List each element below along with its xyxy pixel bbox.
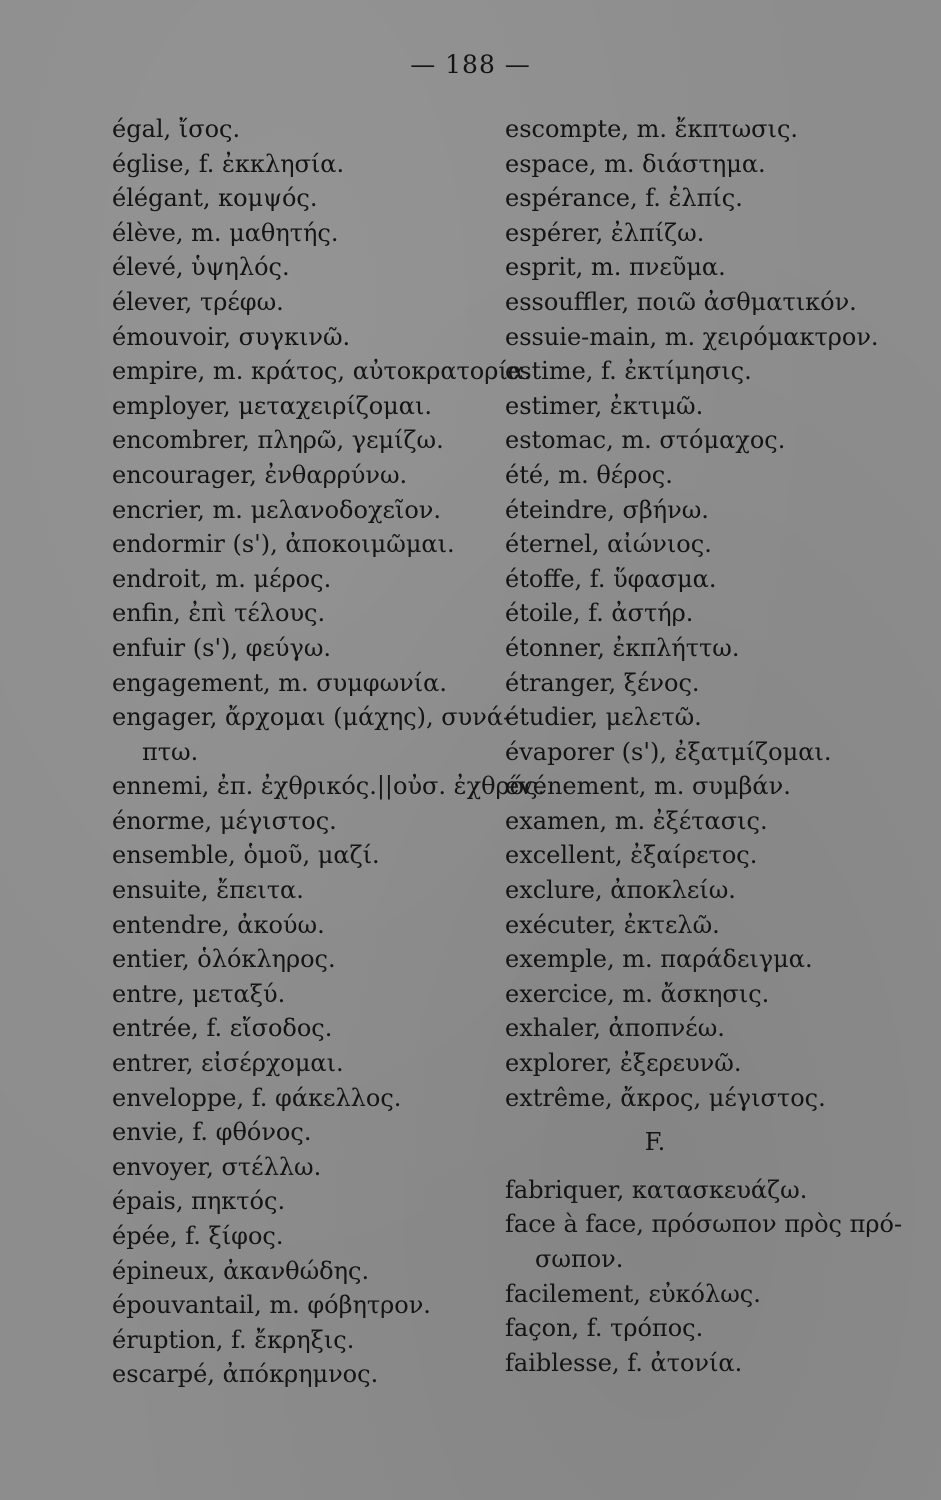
entry-text: ensuite, ἔπειτα. bbox=[112, 876, 304, 905]
entry-text: élève, m. μαθητής. bbox=[112, 218, 339, 247]
dictionary-entry bbox=[505, 1311, 925, 1346]
entry-text: étudier, μελετῶ. bbox=[505, 703, 702, 732]
dictionary-entry bbox=[112, 838, 492, 873]
dictionary-entry bbox=[112, 1011, 492, 1046]
entry-text: entier, ὁλόκληρος. bbox=[112, 945, 336, 974]
entry-text: enfuir (s'), φεύγω. bbox=[112, 633, 332, 662]
entry-text: examen, m. ἐξέτασις. bbox=[505, 806, 768, 835]
left-column bbox=[112, 112, 546, 1392]
entry-text: étranger, ξένος. bbox=[505, 668, 700, 697]
entry-text: façon, f. τρόπος. bbox=[505, 1314, 704, 1343]
dictionary-entry bbox=[505, 631, 925, 666]
entry-text: ensemble, ὁμοῦ, μαζί. bbox=[112, 841, 380, 870]
page-number: — 188 — bbox=[410, 50, 531, 79]
dictionary-entry bbox=[505, 596, 925, 631]
dictionary-entry bbox=[505, 1277, 925, 1312]
entry-text: émouvoir, συγκινῶ. bbox=[112, 322, 351, 351]
dictionary-entry bbox=[112, 873, 492, 908]
entry-text: enfin, ἐπὶ τέλους. bbox=[112, 599, 326, 628]
right-column-entries-e bbox=[505, 112, 925, 1115]
entry-text: exemple, m. παράδειγμα. bbox=[505, 945, 813, 974]
entry-text: exercice, m. ἄσκησις. bbox=[505, 979, 770, 1008]
entry-text: espérer, ἐλπίζω. bbox=[505, 218, 705, 247]
dictionary-entry bbox=[505, 666, 925, 701]
dictionary-entry bbox=[505, 458, 925, 493]
dictionary-entry bbox=[112, 700, 512, 769]
entry-text: éruption, f. ἔκρηξις. bbox=[112, 1325, 355, 1354]
dictionary-entry bbox=[112, 942, 492, 977]
entry-text: enveloppe, f. φάκελλος. bbox=[112, 1083, 402, 1112]
dictionary-entry bbox=[505, 838, 925, 873]
dictionary-entry bbox=[505, 493, 925, 528]
dictionary-entry bbox=[112, 181, 492, 216]
dictionary-entry bbox=[505, 527, 925, 562]
entry-text: événement, m. συμβάν. bbox=[505, 772, 791, 801]
dictionary-entry bbox=[505, 1173, 925, 1208]
dictionary-entry bbox=[505, 354, 925, 389]
dictionary-entry bbox=[505, 1207, 925, 1276]
dictionary-entry bbox=[505, 423, 925, 458]
dictionary-entry bbox=[505, 112, 925, 147]
entry-text: facilement, εὐκόλως. bbox=[505, 1279, 761, 1308]
dictionary-entry bbox=[505, 700, 925, 735]
dictionary-entry bbox=[112, 216, 492, 251]
entry-continuation: σωπον. bbox=[535, 1245, 624, 1273]
entry-text: encourager, ἐνθαρρύνω. bbox=[112, 460, 408, 489]
dictionary-entry bbox=[505, 1011, 925, 1046]
entry-text: éteindre, σβήνω. bbox=[505, 495, 709, 524]
entry-text: essuie-main, m. χειρόμακτρον. bbox=[505, 322, 879, 351]
entry-text: énorme, μέγιστος. bbox=[112, 806, 337, 835]
entry-text: escarpé, ἀπόκρημνος. bbox=[112, 1360, 379, 1389]
dictionary-entry bbox=[112, 908, 492, 943]
entry-text: épineux, ἀκανθώδης. bbox=[112, 1256, 370, 1285]
entry-text: entrée, f. εἴσοδος. bbox=[112, 1014, 333, 1043]
entry-text: escompte, m. ἔκπτωσις. bbox=[505, 115, 799, 143]
entry-text: épais, πηκτός. bbox=[112, 1187, 286, 1216]
entry-text: extrême, ἄκρος, μέγιστος. bbox=[505, 1083, 826, 1112]
dictionary-entry bbox=[112, 1288, 492, 1323]
dictionary-entry bbox=[112, 769, 546, 804]
dictionary-entry bbox=[112, 527, 492, 562]
dictionary-entry bbox=[112, 1150, 492, 1185]
dictionary-entry bbox=[505, 320, 925, 355]
dictionary-entry bbox=[112, 147, 492, 182]
entry-text: entendre, ἀκούω. bbox=[112, 910, 325, 939]
dictionary-entry bbox=[505, 908, 925, 943]
entry-text: esprit, m. πνεῦμα. bbox=[505, 253, 726, 282]
entry-text: étoffe, f. ὕφασμα. bbox=[505, 564, 717, 593]
entry-text: estimer, ἐκτιμῶ. bbox=[505, 391, 704, 420]
dictionary-entry bbox=[505, 181, 925, 216]
dictionary-entry bbox=[112, 1115, 492, 1150]
dictionary-entry bbox=[112, 458, 492, 493]
entry-text: évaporer (s'), ἐξατμίζομαι. bbox=[505, 737, 832, 766]
entry-text: exécuter, ἐκτελῶ. bbox=[505, 910, 720, 939]
dictionary-entry bbox=[505, 285, 925, 320]
entry-text: endroit, m. μέρος. bbox=[112, 564, 332, 593]
dictionary-entry bbox=[112, 1081, 492, 1116]
dictionary-entry bbox=[112, 1046, 492, 1081]
entry-text: faiblesse, f. ἀτονία. bbox=[505, 1348, 743, 1377]
entry-text: espérance, f. ἐλπίς. bbox=[505, 184, 743, 213]
entry-text: entre, μεταξύ. bbox=[112, 979, 286, 1008]
entry-text: épouvantail, m. φόβητρον. bbox=[112, 1291, 431, 1320]
entry-text: élégant, κομψός. bbox=[112, 184, 318, 213]
dictionary-entry bbox=[112, 112, 492, 147]
right-column bbox=[505, 112, 925, 1380]
dictionary-entry bbox=[505, 977, 925, 1012]
entry-text: engagement, m. συμφωνία. bbox=[112, 668, 448, 697]
dictionary-entry bbox=[112, 389, 492, 424]
dictionary-entry bbox=[112, 354, 532, 389]
dictionary-entry bbox=[112, 1254, 492, 1289]
entry-text: encrier, m. μελανοδοχεῖον. bbox=[112, 495, 442, 524]
entry-text: empire, m. κράτος, αὐτοκρατορία. bbox=[112, 357, 532, 386]
dictionary-entry bbox=[112, 1184, 492, 1219]
entry-text: envie, f. φθόνος. bbox=[112, 1118, 312, 1147]
dictionary-entry bbox=[112, 423, 492, 458]
entry-text: épée, f. ξίφος. bbox=[112, 1222, 284, 1250]
entry-text: face à face, πρόσωπον πρὸς πρό- bbox=[505, 1210, 903, 1239]
entry-text: fabriquer, κατασκευάζω. bbox=[505, 1175, 808, 1204]
dictionary-entry bbox=[112, 285, 492, 320]
dictionary-entry bbox=[505, 873, 925, 908]
entry-text: engager, ἄρχομαι (μάχης), συνά- bbox=[112, 703, 512, 732]
dictionary-entry bbox=[112, 631, 492, 666]
entry-text: explorer, ἐξερευνῶ. bbox=[505, 1049, 742, 1078]
entry-text: envoyer, στέλλω. bbox=[112, 1152, 322, 1181]
entry-text: étoile, f. ἀστήρ. bbox=[505, 599, 694, 628]
entry-text: espace, m. διάστημα. bbox=[505, 149, 766, 178]
dictionary-entry bbox=[505, 250, 925, 285]
entry-text: estime, f. ἐκτίμησις. bbox=[505, 357, 752, 386]
dictionary-entry bbox=[112, 320, 492, 355]
dictionary-entry bbox=[112, 493, 492, 528]
dictionary-entry bbox=[505, 1346, 925, 1381]
entry-text: exclure, ἀποκλείω. bbox=[505, 876, 736, 905]
right-column-entries-f bbox=[505, 1173, 925, 1381]
entry-text: étonner, ἐκπλήττω. bbox=[505, 633, 740, 662]
section-letter-f: F. bbox=[644, 1128, 666, 1157]
entry-text: entrer, εἰσέρχομαι. bbox=[112, 1049, 344, 1078]
entry-text: employer, μεταχειρίζομαι. bbox=[112, 391, 433, 420]
entry-continuation: πτω. bbox=[142, 737, 199, 766]
dictionary-entry bbox=[112, 1357, 492, 1392]
entry-text: élever, τρέφω. bbox=[112, 287, 284, 316]
entry-text: endormir (s'), ἀποκοιμῶμαι. bbox=[112, 530, 455, 559]
dictionary-entry bbox=[112, 666, 492, 701]
entry-text: été, m. θέρος. bbox=[505, 460, 673, 489]
entry-text: encombrer, πληρῶ, γεμίζω. bbox=[112, 426, 444, 455]
dictionary-entry bbox=[505, 735, 925, 770]
dictionary-entry bbox=[112, 250, 492, 285]
dictionary-entry bbox=[505, 1046, 925, 1081]
dictionary-entry bbox=[505, 389, 925, 424]
dictionary-entry bbox=[112, 977, 492, 1012]
dictionary-entry bbox=[505, 562, 925, 597]
entry-text: estomac, m. στόμαχος. bbox=[505, 426, 786, 455]
dictionary-entry bbox=[112, 1219, 492, 1254]
entry-text: éternel, αἰώνιος. bbox=[505, 530, 712, 559]
dictionary-entry bbox=[112, 1323, 492, 1358]
entry-text: égal, ἴσος. bbox=[112, 115, 241, 143]
dictionary-entry bbox=[112, 562, 492, 597]
entry-text: église, f. ἐκκλησία. bbox=[112, 149, 345, 178]
entry-text: excellent, ἐξαίρετος. bbox=[505, 841, 758, 870]
entry-text: exhaler, ἀποπνέω. bbox=[505, 1014, 725, 1043]
dictionary-entry bbox=[505, 804, 925, 839]
dictionary-entry bbox=[112, 596, 492, 631]
dictionary-entry bbox=[505, 1081, 925, 1116]
dictionary-entry bbox=[505, 147, 925, 182]
dictionary-entry bbox=[505, 216, 925, 251]
entry-text: ennemi, ἐπ. ἐχθρικός.||οὐσ. ἐχθρός. bbox=[112, 772, 546, 801]
entry-text: essouffler, ποιῶ ἀσθματικόν. bbox=[505, 287, 857, 316]
dictionary-entry bbox=[505, 769, 925, 804]
entry-text: élevé, ὑψηλός. bbox=[112, 253, 290, 282]
dictionary-entry bbox=[112, 804, 492, 839]
dictionary-entry bbox=[505, 942, 925, 977]
